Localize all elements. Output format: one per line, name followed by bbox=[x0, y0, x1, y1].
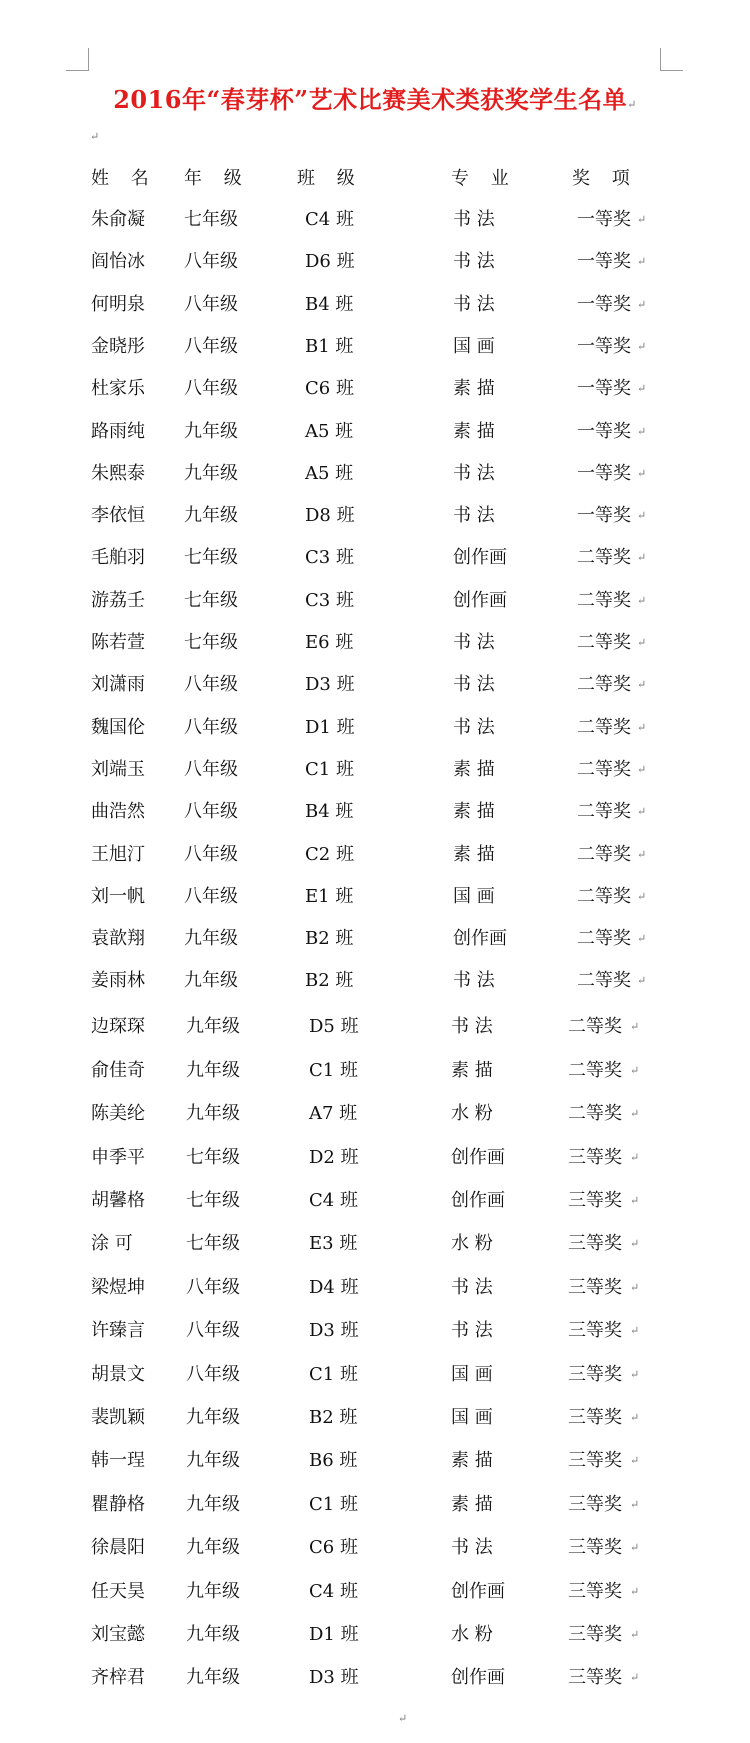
cell-major: 创作画 bbox=[453, 590, 507, 611]
table-header-row bbox=[0, 164, 750, 194]
cell-name: 陈美纶 bbox=[91, 1103, 145, 1124]
cell-award: 三等奖 bbox=[568, 1277, 622, 1298]
cell-major: 书 法 bbox=[453, 251, 495, 272]
cell-name: 杜家乐 bbox=[91, 378, 145, 399]
cell-name: 任天昊 bbox=[91, 1581, 145, 1602]
cell-award: 三等奖 bbox=[568, 1364, 622, 1385]
cell-award: 三等奖 bbox=[568, 1624, 622, 1645]
cell-class: C1 班 bbox=[309, 1060, 358, 1081]
cell-grade: 九年级 bbox=[186, 1016, 240, 1037]
table-row bbox=[0, 1229, 750, 1259]
cell-major: 素 描 bbox=[453, 378, 495, 399]
paragraph-mark: ↵ bbox=[630, 1237, 640, 1250]
cell-major: 书 法 bbox=[451, 1320, 493, 1341]
cell-grade: 九年级 bbox=[186, 1060, 240, 1081]
paragraph-mark: ↵ bbox=[630, 1064, 640, 1077]
table-row bbox=[0, 1403, 750, 1433]
cell-award: 二等奖 bbox=[577, 801, 631, 822]
cell-name: 李依恒 bbox=[91, 505, 145, 526]
table-row bbox=[0, 586, 750, 616]
cell-major: 书 法 bbox=[451, 1537, 493, 1558]
cell-award: 三等奖 bbox=[568, 1581, 622, 1602]
cell-award: 一等奖 bbox=[577, 463, 631, 484]
cell-name: 刘宝懿 bbox=[91, 1624, 145, 1645]
cell-class: B2 班 bbox=[305, 928, 354, 949]
cell-award: 一等奖 bbox=[577, 378, 631, 399]
cell-major: 书 法 bbox=[451, 1277, 493, 1298]
cell-class: C6 班 bbox=[309, 1537, 358, 1558]
paragraph-mark: ↵ bbox=[637, 636, 647, 649]
cell-class: E1 班 bbox=[305, 886, 354, 907]
cell-award: 三等奖 bbox=[568, 1407, 622, 1428]
cell-major: 水 粉 bbox=[451, 1624, 493, 1645]
cell-award: 一等奖 bbox=[577, 505, 631, 526]
cell-class: B1 班 bbox=[305, 336, 354, 357]
table-row bbox=[0, 840, 750, 870]
header-class: 班 级 bbox=[297, 168, 363, 189]
table-row bbox=[0, 501, 750, 531]
cell-name: 刘一帆 bbox=[91, 886, 145, 907]
cell-class: C3 班 bbox=[305, 590, 354, 611]
cell-class: D6 班 bbox=[305, 251, 355, 272]
paragraph-mark: ↵ bbox=[630, 1411, 640, 1424]
cell-major: 创作画 bbox=[453, 928, 507, 949]
paragraph-mark: ↵ bbox=[630, 1107, 640, 1120]
cell-grade: 九年级 bbox=[186, 1581, 240, 1602]
cell-class: D3 班 bbox=[309, 1667, 359, 1688]
cell-name: 朱熙泰 bbox=[91, 463, 145, 484]
paragraph-mark: ↵ bbox=[637, 298, 647, 311]
cell-grade: 八年级 bbox=[184, 378, 238, 399]
cell-grade: 九年级 bbox=[186, 1537, 240, 1558]
paragraph-mark: ↵ bbox=[637, 509, 647, 522]
cell-major: 素 描 bbox=[453, 759, 495, 780]
cell-major: 书 法 bbox=[451, 1016, 493, 1037]
cell-class: C3 班 bbox=[305, 547, 354, 568]
cell-name: 刘端玉 bbox=[91, 759, 145, 780]
cell-class: A7 班 bbox=[309, 1103, 358, 1124]
cell-major: 书 法 bbox=[453, 209, 495, 230]
table-row bbox=[0, 966, 750, 996]
table-row bbox=[0, 290, 750, 320]
cell-major: 书 法 bbox=[453, 505, 495, 526]
paragraph-mark: ↵ bbox=[630, 1628, 640, 1641]
paragraph-mark: ↵ bbox=[637, 974, 647, 987]
cell-major: 素 描 bbox=[451, 1450, 493, 1471]
cell-award: 二等奖 bbox=[577, 928, 631, 949]
cell-grade: 七年级 bbox=[184, 632, 238, 653]
cell-award: 二等奖 bbox=[568, 1103, 622, 1124]
cell-name: 齐梓君 bbox=[91, 1667, 145, 1688]
cell-name: 曲浩然 bbox=[91, 801, 145, 822]
cell-class: C4 班 bbox=[305, 209, 354, 230]
cell-major: 国 画 bbox=[453, 886, 495, 907]
paragraph-mark: ↵ bbox=[637, 467, 647, 480]
cell-grade: 九年级 bbox=[186, 1494, 240, 1515]
cell-grade: 八年级 bbox=[184, 294, 238, 315]
cell-class: E3 班 bbox=[309, 1233, 358, 1254]
paragraph-mark: ↵ bbox=[637, 721, 647, 734]
paragraph-mark: ↵ bbox=[637, 213, 647, 226]
cell-award: 三等奖 bbox=[568, 1190, 622, 1211]
cell-grade: 八年级 bbox=[184, 336, 238, 357]
cell-name: 何明泉 bbox=[91, 294, 145, 315]
cell-grade: 九年级 bbox=[186, 1624, 240, 1645]
paragraph-mark: ↵ bbox=[630, 1671, 640, 1684]
cell-award: 二等奖 bbox=[577, 970, 631, 991]
cell-award: 二等奖 bbox=[577, 844, 631, 865]
table-row bbox=[0, 1273, 750, 1303]
cell-award: 二等奖 bbox=[577, 759, 631, 780]
paragraph-mark: ↵ bbox=[637, 551, 647, 564]
paragraph-mark: ↵ bbox=[637, 678, 647, 691]
table-row bbox=[0, 1620, 750, 1650]
cell-class: D3 班 bbox=[309, 1320, 359, 1341]
cell-grade: 九年级 bbox=[186, 1407, 240, 1428]
cell-class: D2 班 bbox=[309, 1147, 359, 1168]
cell-class: C1 班 bbox=[309, 1494, 358, 1515]
cell-grade: 九年级 bbox=[184, 970, 238, 991]
cell-class: C6 班 bbox=[305, 378, 354, 399]
cell-grade: 八年级 bbox=[184, 717, 238, 738]
cell-class: C2 班 bbox=[305, 844, 354, 865]
table-row bbox=[0, 1446, 750, 1476]
table-row bbox=[0, 924, 750, 954]
cell-major: 素 描 bbox=[451, 1494, 493, 1515]
cell-major: 素 描 bbox=[453, 844, 495, 865]
cell-major: 国 画 bbox=[451, 1407, 493, 1428]
table-row bbox=[0, 332, 750, 362]
cell-major: 创作画 bbox=[453, 547, 507, 568]
cell-award: 二等奖 bbox=[568, 1016, 622, 1037]
table-row bbox=[0, 628, 750, 658]
cell-award: 三等奖 bbox=[568, 1667, 622, 1688]
cell-grade: 八年级 bbox=[184, 844, 238, 865]
cell-name: 胡景文 bbox=[91, 1364, 145, 1385]
paragraph-mark: ↵ bbox=[637, 890, 647, 903]
cell-name: 梁煜坤 bbox=[91, 1277, 145, 1298]
cell-name: 金晓彤 bbox=[91, 336, 145, 357]
cell-award: 一等奖 bbox=[577, 294, 631, 315]
cell-name: 路雨纯 bbox=[91, 421, 145, 442]
cell-class: D5 班 bbox=[309, 1016, 359, 1037]
table-row bbox=[0, 1490, 750, 1520]
cell-class: C4 班 bbox=[309, 1581, 358, 1602]
table-row bbox=[0, 670, 750, 700]
cell-class: E6 班 bbox=[305, 632, 354, 653]
cell-award: 三等奖 bbox=[568, 1494, 622, 1515]
paragraph-mark: ↵ bbox=[630, 1585, 640, 1598]
table-row bbox=[0, 459, 750, 489]
paragraph-mark: ↵ bbox=[627, 98, 637, 111]
table-row bbox=[0, 713, 750, 743]
table-row bbox=[0, 1663, 750, 1693]
cell-grade: 七年级 bbox=[184, 209, 238, 230]
cell-grade: 七年级 bbox=[184, 590, 238, 611]
page-corner-mark-top-left bbox=[66, 48, 89, 71]
cell-grade: 八年级 bbox=[186, 1364, 240, 1385]
cell-class: C1 班 bbox=[309, 1364, 358, 1385]
table-row bbox=[0, 1056, 750, 1086]
paragraph-mark: ↵ bbox=[637, 932, 647, 945]
paragraph-mark: ↵ bbox=[630, 1281, 640, 1294]
paragraph-mark: ↵ bbox=[630, 1151, 640, 1164]
cell-grade: 八年级 bbox=[184, 886, 238, 907]
table-row bbox=[0, 205, 750, 235]
cell-major: 书 法 bbox=[453, 463, 495, 484]
cell-award: 三等奖 bbox=[568, 1450, 622, 1471]
table-row bbox=[0, 1533, 750, 1563]
table-row bbox=[0, 1012, 750, 1042]
cell-class: B6 班 bbox=[309, 1450, 358, 1471]
cell-class: D1 班 bbox=[305, 717, 355, 738]
cell-award: 二等奖 bbox=[577, 674, 631, 695]
cell-class: B2 班 bbox=[305, 970, 354, 991]
table-row bbox=[0, 1143, 750, 1173]
cell-name: 朱俞凝 bbox=[91, 209, 145, 230]
cell-grade: 九年级 bbox=[184, 505, 238, 526]
cell-name: 涂 可 bbox=[91, 1233, 133, 1254]
paragraph-mark: ↵ bbox=[637, 805, 647, 818]
table-row bbox=[0, 1316, 750, 1346]
cell-award: 二等奖 bbox=[577, 590, 631, 611]
cell-major: 书 法 bbox=[453, 632, 495, 653]
cell-name: 申季平 bbox=[91, 1147, 145, 1168]
paragraph-mark: ↵ bbox=[630, 1194, 640, 1207]
cell-grade: 九年级 bbox=[186, 1450, 240, 1471]
paragraph-mark: ↵ bbox=[630, 1324, 640, 1337]
cell-major: 创作画 bbox=[451, 1667, 505, 1688]
paragraph-mark: ↵ bbox=[630, 1498, 640, 1511]
header-name: 姓 名 bbox=[91, 168, 157, 189]
cell-name: 徐晨阳 bbox=[91, 1537, 145, 1558]
cell-major: 书 法 bbox=[453, 674, 495, 695]
cell-major: 水 粉 bbox=[451, 1233, 493, 1254]
cell-major: 书 法 bbox=[453, 717, 495, 738]
cell-award: 二等奖 bbox=[568, 1060, 622, 1081]
cell-award: 二等奖 bbox=[577, 547, 631, 568]
cell-award: 三等奖 bbox=[568, 1320, 622, 1341]
cell-name: 边琛琛 bbox=[91, 1016, 145, 1037]
cell-major: 创作画 bbox=[451, 1147, 505, 1168]
paragraph-mark: ↵ bbox=[90, 130, 100, 143]
cell-name: 韩一珵 bbox=[91, 1450, 145, 1471]
cell-class: D4 班 bbox=[309, 1277, 359, 1298]
table-row bbox=[0, 543, 750, 573]
table-row bbox=[0, 1099, 750, 1129]
cell-major: 国 画 bbox=[453, 336, 495, 357]
cell-major: 创作画 bbox=[451, 1190, 505, 1211]
cell-award: 一等奖 bbox=[577, 209, 631, 230]
page-corner-mark-top-right bbox=[660, 48, 683, 71]
cell-class: B4 班 bbox=[305, 801, 354, 822]
table-row bbox=[0, 417, 750, 447]
cell-award: 三等奖 bbox=[568, 1233, 622, 1254]
cell-grade: 八年级 bbox=[186, 1277, 240, 1298]
cell-grade: 九年级 bbox=[184, 463, 238, 484]
cell-major: 书 法 bbox=[453, 294, 495, 315]
paragraph-mark: ↵ bbox=[637, 425, 647, 438]
cell-name: 魏国伦 bbox=[91, 717, 145, 738]
cell-name: 毛舶羽 bbox=[91, 547, 145, 568]
table-row bbox=[0, 1360, 750, 1390]
header-major: 专 业 bbox=[451, 168, 517, 189]
table-row bbox=[0, 797, 750, 827]
cell-award: 一等奖 bbox=[577, 421, 631, 442]
cell-grade: 九年级 bbox=[184, 421, 238, 442]
cell-award: 一等奖 bbox=[577, 336, 631, 357]
cell-award: 三等奖 bbox=[568, 1537, 622, 1558]
cell-class: C1 班 bbox=[305, 759, 354, 780]
cell-award: 二等奖 bbox=[577, 717, 631, 738]
table-row bbox=[0, 247, 750, 277]
cell-name: 王旭汀 bbox=[91, 844, 145, 865]
cell-name: 姜雨林 bbox=[91, 970, 145, 991]
cell-major: 素 描 bbox=[451, 1060, 493, 1081]
table-row bbox=[0, 1577, 750, 1607]
cell-grade: 八年级 bbox=[184, 801, 238, 822]
paragraph-mark: ↵ bbox=[630, 1020, 640, 1033]
cell-grade: 七年级 bbox=[184, 547, 238, 568]
cell-name: 阎怡冰 bbox=[91, 251, 145, 272]
cell-class: D3 班 bbox=[305, 674, 355, 695]
header-award: 奖 项 bbox=[572, 168, 638, 189]
paragraph-mark: ↵ bbox=[637, 594, 647, 607]
document-title[interactable] bbox=[0, 80, 750, 115]
cell-class: B2 班 bbox=[309, 1407, 358, 1428]
cell-grade: 八年级 bbox=[186, 1320, 240, 1341]
cell-major: 创作画 bbox=[451, 1581, 505, 1602]
cell-grade: 九年级 bbox=[186, 1103, 240, 1124]
paragraph-mark: ↵ bbox=[398, 1712, 408, 1725]
table-row bbox=[0, 882, 750, 912]
cell-name: 裴凯颖 bbox=[91, 1407, 145, 1428]
cell-name: 瞿静格 bbox=[91, 1494, 145, 1515]
paragraph-mark: ↵ bbox=[637, 255, 647, 268]
cell-name: 游荔壬 bbox=[91, 590, 145, 611]
header-grade: 年 级 bbox=[184, 168, 250, 189]
paragraph-mark: ↵ bbox=[637, 382, 647, 395]
cell-award: 三等奖 bbox=[568, 1147, 622, 1168]
cell-class: A5 班 bbox=[305, 463, 354, 484]
paragraph-mark: ↵ bbox=[630, 1454, 640, 1467]
cell-major: 素 描 bbox=[453, 801, 495, 822]
paragraph-mark: ↵ bbox=[630, 1368, 640, 1381]
cell-grade: 九年级 bbox=[184, 928, 238, 949]
title-text: 2016年“春芽杯”艺术比赛美术类获奖学生名单 bbox=[113, 85, 628, 114]
cell-major: 水 粉 bbox=[451, 1103, 493, 1124]
cell-class: D1 班 bbox=[309, 1624, 359, 1645]
paragraph-mark: ↵ bbox=[637, 848, 647, 861]
cell-grade: 九年级 bbox=[186, 1667, 240, 1688]
cell-grade: 七年级 bbox=[186, 1147, 240, 1168]
cell-name: 刘潇雨 bbox=[91, 674, 145, 695]
cell-grade: 八年级 bbox=[184, 251, 238, 272]
cell-name: 俞佳奇 bbox=[91, 1060, 145, 1081]
cell-class: A5 班 bbox=[305, 421, 354, 442]
cell-major: 书 法 bbox=[453, 970, 495, 991]
cell-award: 二等奖 bbox=[577, 632, 631, 653]
cell-grade: 八年级 bbox=[184, 674, 238, 695]
cell-name: 陈若萱 bbox=[91, 632, 145, 653]
cell-class: B4 班 bbox=[305, 294, 354, 315]
cell-major: 素 描 bbox=[453, 421, 495, 442]
cell-name: 袁歆翔 bbox=[91, 928, 145, 949]
cell-grade: 八年级 bbox=[184, 759, 238, 780]
cell-grade: 七年级 bbox=[186, 1190, 240, 1211]
table-row bbox=[0, 1186, 750, 1216]
paragraph-mark: ↵ bbox=[637, 340, 647, 353]
table-row bbox=[0, 755, 750, 785]
cell-major: 国 画 bbox=[451, 1364, 493, 1385]
cell-class: C4 班 bbox=[309, 1190, 358, 1211]
cell-class: D8 班 bbox=[305, 505, 355, 526]
table-row bbox=[0, 374, 750, 404]
cell-grade: 七年级 bbox=[186, 1233, 240, 1254]
cell-name: 胡馨格 bbox=[91, 1190, 145, 1211]
paragraph-mark: ↵ bbox=[630, 1541, 640, 1554]
cell-award: 一等奖 bbox=[577, 251, 631, 272]
cell-name: 许臻言 bbox=[91, 1320, 145, 1341]
paragraph-mark: ↵ bbox=[637, 763, 647, 776]
cell-award: 二等奖 bbox=[577, 886, 631, 907]
